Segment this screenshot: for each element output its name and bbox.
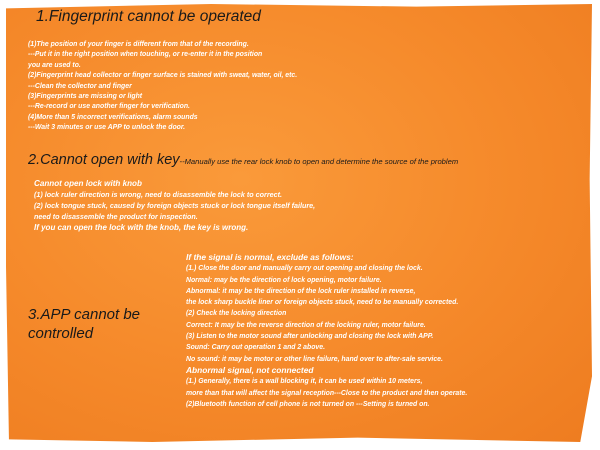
section3-title-line: controlled	[28, 325, 94, 342]
section1-line: you are used to.	[28, 61, 81, 69]
section2-body	[34, 178, 315, 233]
section1-body	[28, 40, 297, 134]
section3-heading-abnormal: Abnormal signal, not connected	[186, 364, 314, 375]
section1-line: ---Clean the collector and finger	[28, 82, 132, 90]
section1-line: (1)The position of your finger is different from that of the recording.	[28, 41, 249, 48]
section3-heading-normal: If the signal is normal, exclude as follows:	[186, 252, 354, 262]
section1-line: (3)Fingerprints are missing or light	[28, 93, 143, 101]
section3-line: Correct: It may be the reverse direction of the locking ruler, motor failure.	[186, 321, 426, 329]
section1-line: ---Put it in the right position when touching, or re-enter it in the position	[28, 51, 263, 59]
section1-line: (2)Fingerprint head collector or finger surface is stained with sweat, water, oil, etc.	[28, 72, 298, 80]
section1-line: ---Re-record or use another finger for verification.	[28, 103, 190, 111]
section3-line: (2)Bluetooth function of cell phone is not turned on ---Setting is turned on.	[186, 400, 430, 408]
section3-title-line: 3.APP cannot be	[28, 306, 141, 323]
section3-line: the lock sharp buckle liner or foreign objects stuck, need to be manually corrected.	[186, 299, 459, 307]
section2-heading: Cannot open lock with knob	[34, 179, 142, 188]
section3-line: No sound: it may be motor or other line failure, hand over to after-sale service.	[186, 355, 443, 363]
section2-last-line: If you can open the lock with the knob, the key is wrong.	[34, 223, 249, 232]
section2-line: (2) lock tongue stuck, caused by foreign objects stuck or lock tongue itself failure,	[34, 201, 316, 210]
section1-line: ---Wait 3 minutes or use APP to unlock the door.	[28, 124, 186, 132]
section3-title	[28, 305, 140, 343]
section2-line: need to disassemble the product for inspection.	[34, 212, 198, 221]
section2-title-note: --Manually use the rear lock knob to open and determine the source of the problem	[179, 157, 459, 166]
section2-title-text: 2.Cannot open with key	[28, 152, 180, 168]
section1-line: (4)More than 5 incorrect verifications, alarm sounds	[28, 113, 198, 121]
section3-line: more than that will affect the signal reception---Close to the product and then operate.	[186, 389, 468, 397]
section3-line: (1.) Close the door and manually carry out opening and closing the lock.	[186, 265, 423, 273]
section1-title: 1.Fingerprint cannot be operated	[36, 8, 261, 25]
section3-line: (3) Listen to the motor sound after unlocking and closing the lock with APP.	[186, 333, 434, 341]
section3-line: Sound: Carry out operation 1 and 2 above.	[186, 344, 325, 352]
section2-line: (1) lock ruler direction is wrong, need to disassemble the lock to correct.	[34, 190, 283, 199]
section3-body	[186, 252, 467, 410]
section2-title	[28, 152, 458, 168]
section3-line: Abnormal: it may be the direction of the lock ruler installed in reverse,	[186, 287, 416, 295]
section3-line: (1.) Generally, there is a wall blocking it, it can be used within 10 meters,	[186, 378, 423, 386]
section3-line: Normal: may be the direction of lock opening, motor failure.	[186, 276, 382, 284]
section3-line: (2) Check the locking direction	[186, 310, 287, 318]
